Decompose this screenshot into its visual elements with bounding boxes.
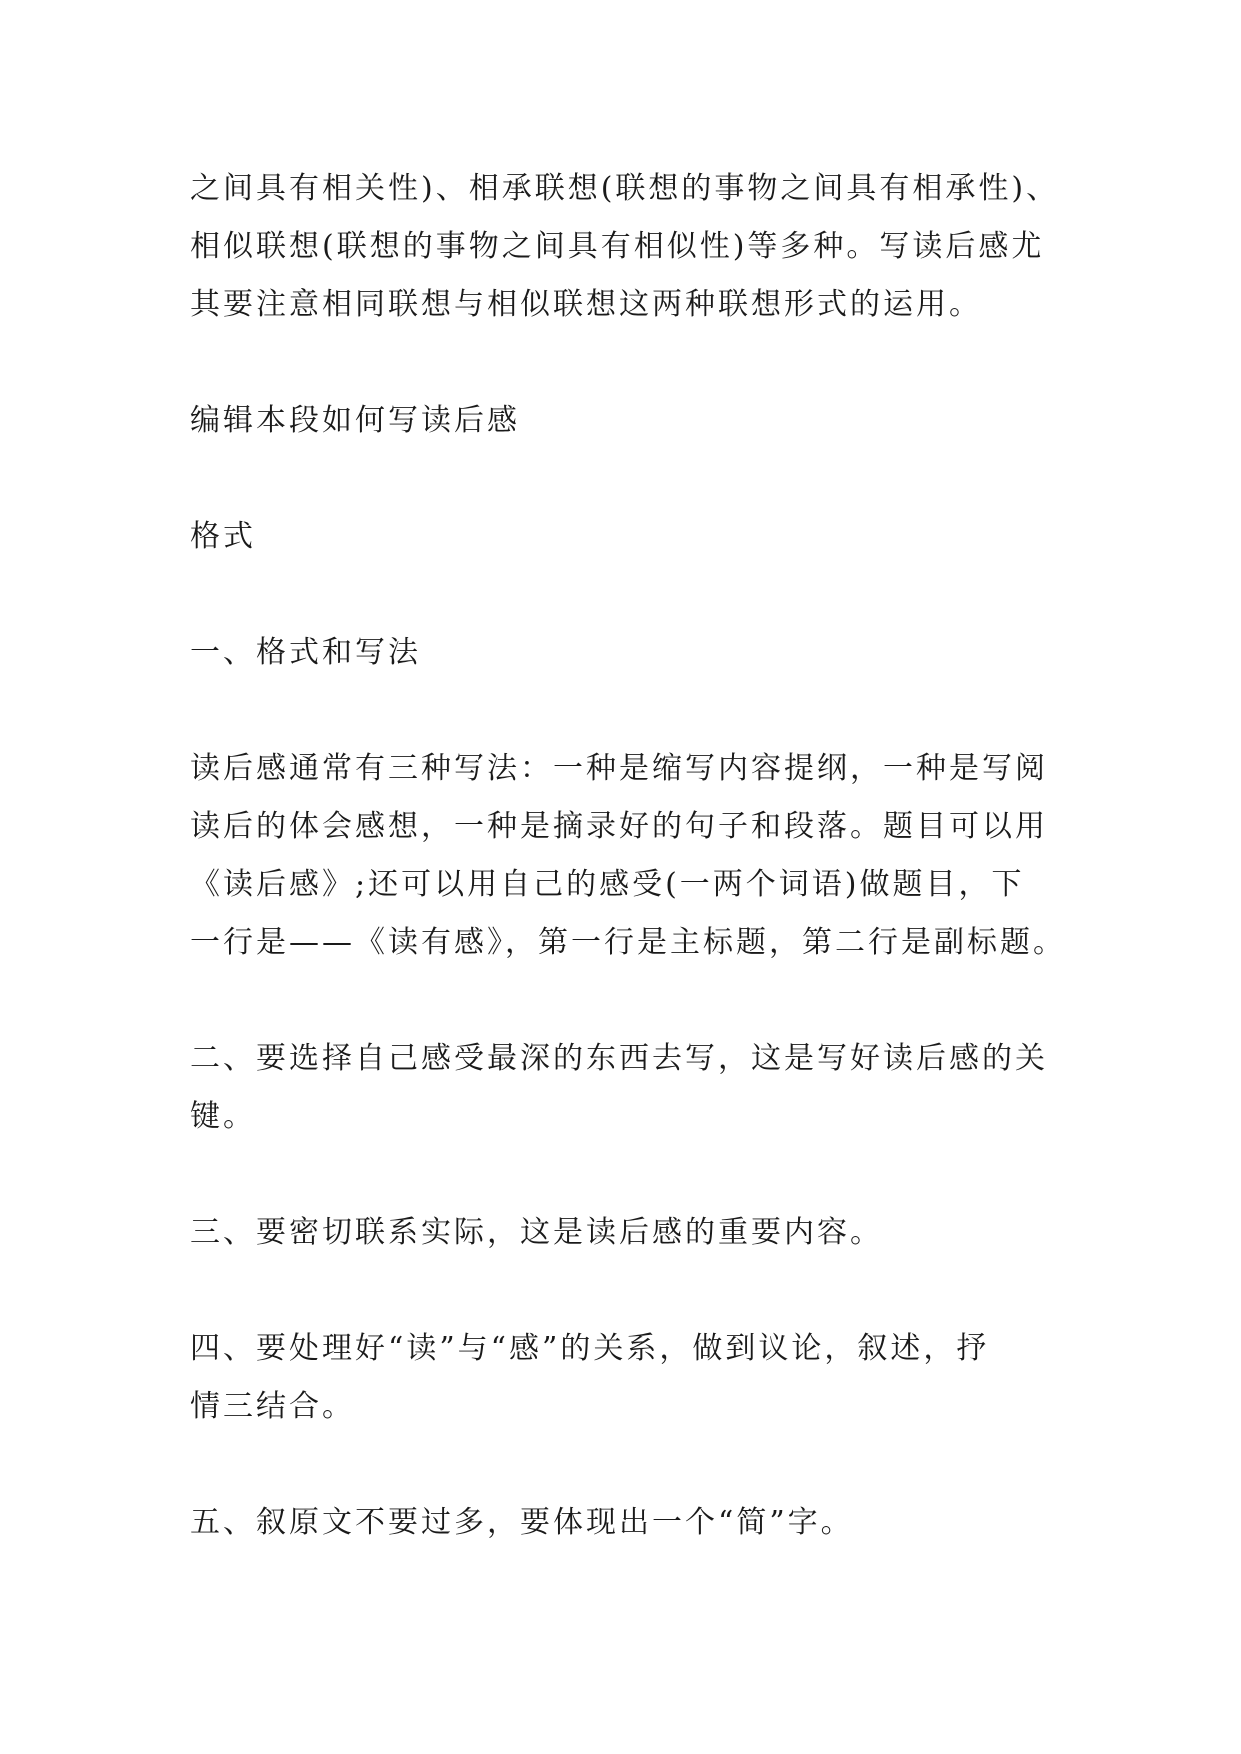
paragraph-three-methods [190,740,1070,972]
text-line: 相似联想(联想的事物之间具有相似性)等多种。写读后感尤 [190,229,1045,264]
text-line: 《读后感》;还可以用自己的感受(一两个词语)做题目，下 [190,867,1025,902]
text-line: 三、要密切联系实际，这是读后感的重要内容。 [190,1215,883,1250]
point-three [190,1204,1070,1262]
text-line: 一、格式和写法 [190,635,421,670]
text-line: 其要注意相同联想与相似联想这两种联想形式的运用。 [190,287,982,322]
point-four [190,1320,1070,1436]
text-line: 五、叙原文不要过多，要体现出一个“简”字。 [190,1505,854,1540]
text-line: 读后感通常有三种写法：一种是缩写内容提纲，一种是写阅 [190,751,1048,786]
heading-line: 编辑本段如何写读后感 [190,403,520,438]
text-line: 四、要处理好“读”与“感”的关系，做到议论，叙述，抒 [190,1331,990,1366]
subheading-format [190,508,1070,566]
heading-line: 格式 [190,519,256,554]
document-body [190,160,1070,1552]
point-two [190,1030,1070,1146]
point-one-heading [190,624,1070,682]
section-heading-how-to-write [190,392,1070,450]
text-line: 情三结合。 [190,1389,355,1424]
text-line: 之间具有相关性)、相承联想(联想的事物之间具有相承性)、 [190,171,1060,206]
point-five [190,1494,1070,1552]
text-line: 键。 [190,1099,256,1134]
paragraph-association-types [190,160,1070,334]
text-line: 读后的体会感想，一种是摘录好的句子和段落。题目可以用 [190,809,1048,844]
text-line: 二、要选择自己感受最深的东西去写，这是写好读后感的关 [190,1041,1048,1076]
text-line: 一行是——《读有感》，第一行是主标题，第二行是副标题。 [190,925,1066,960]
